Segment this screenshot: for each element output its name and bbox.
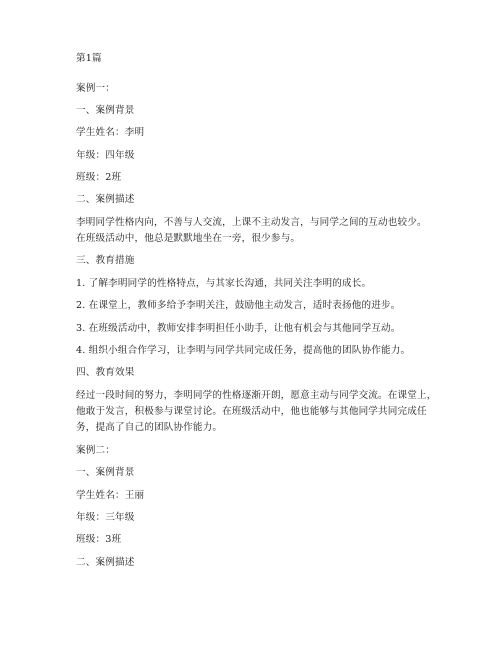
case1-class: 班级：2班 <box>76 172 122 183</box>
case2-student-name: 学生姓名：王丽 <box>76 490 145 501</box>
case1-background-heading: 一、案例背景 <box>76 105 135 116</box>
part-heading: 第1篇 <box>76 53 102 64</box>
case1-measure-item: 4. 组织小组合作学习，让李明与同学共同完成任务，提高他的团队协作能力。 <box>76 345 411 356</box>
case1-effects-line: 他敢于发言，积极参与课堂讨论。在班级活动中，他也能够与其他同学共同完成任 <box>76 406 427 417</box>
case1-student-name: 学生姓名：李明 <box>76 127 145 138</box>
case2-title: 案例二： <box>76 445 115 456</box>
case1-title: 案例一： <box>76 83 115 94</box>
case2-class: 班级：3班 <box>76 534 122 545</box>
case2-background-heading: 一、案例背景 <box>76 467 135 478</box>
case1-measure-item: 3. 在班级活动中，教师安排李明担任小助手，让他有机会与其他同学互动。 <box>76 323 401 334</box>
case1-description-line: 在班级活动中，他总是默默地坐在一旁，很少参与。 <box>76 233 301 244</box>
case1-measure-item: 2. 在课堂上，教师多给予李明关注，鼓励他主动发言，适时表扬他的进步。 <box>76 300 401 311</box>
case1-effects-line: 经过一段时间的努力，李明同学的性格逐渐开朗，愿意主动与同学交流。在课堂上， <box>76 390 437 401</box>
case1-effects-line: 务，提高了自己的团队协作能力。 <box>76 422 223 433</box>
case2-description-heading: 二、案例描述 <box>76 557 135 568</box>
case1-description-heading: 二、案例描述 <box>76 194 135 205</box>
case1-measures-heading: 三、教育措施 <box>76 255 135 266</box>
case1-effects-heading: 四、教育效果 <box>76 367 135 378</box>
case1-grade: 年级：四年级 <box>76 150 135 161</box>
case2-grade: 年级：三年级 <box>76 512 135 523</box>
case1-measure-item: 1. 了解李明同学的性格特点，与其家长沟通，共同关注李明的成长。 <box>76 278 372 289</box>
case1-description-line: 李明同学性格内向，不善与人交流，上课不主动发言，与同学之间的互动也较少。 <box>76 217 427 228</box>
